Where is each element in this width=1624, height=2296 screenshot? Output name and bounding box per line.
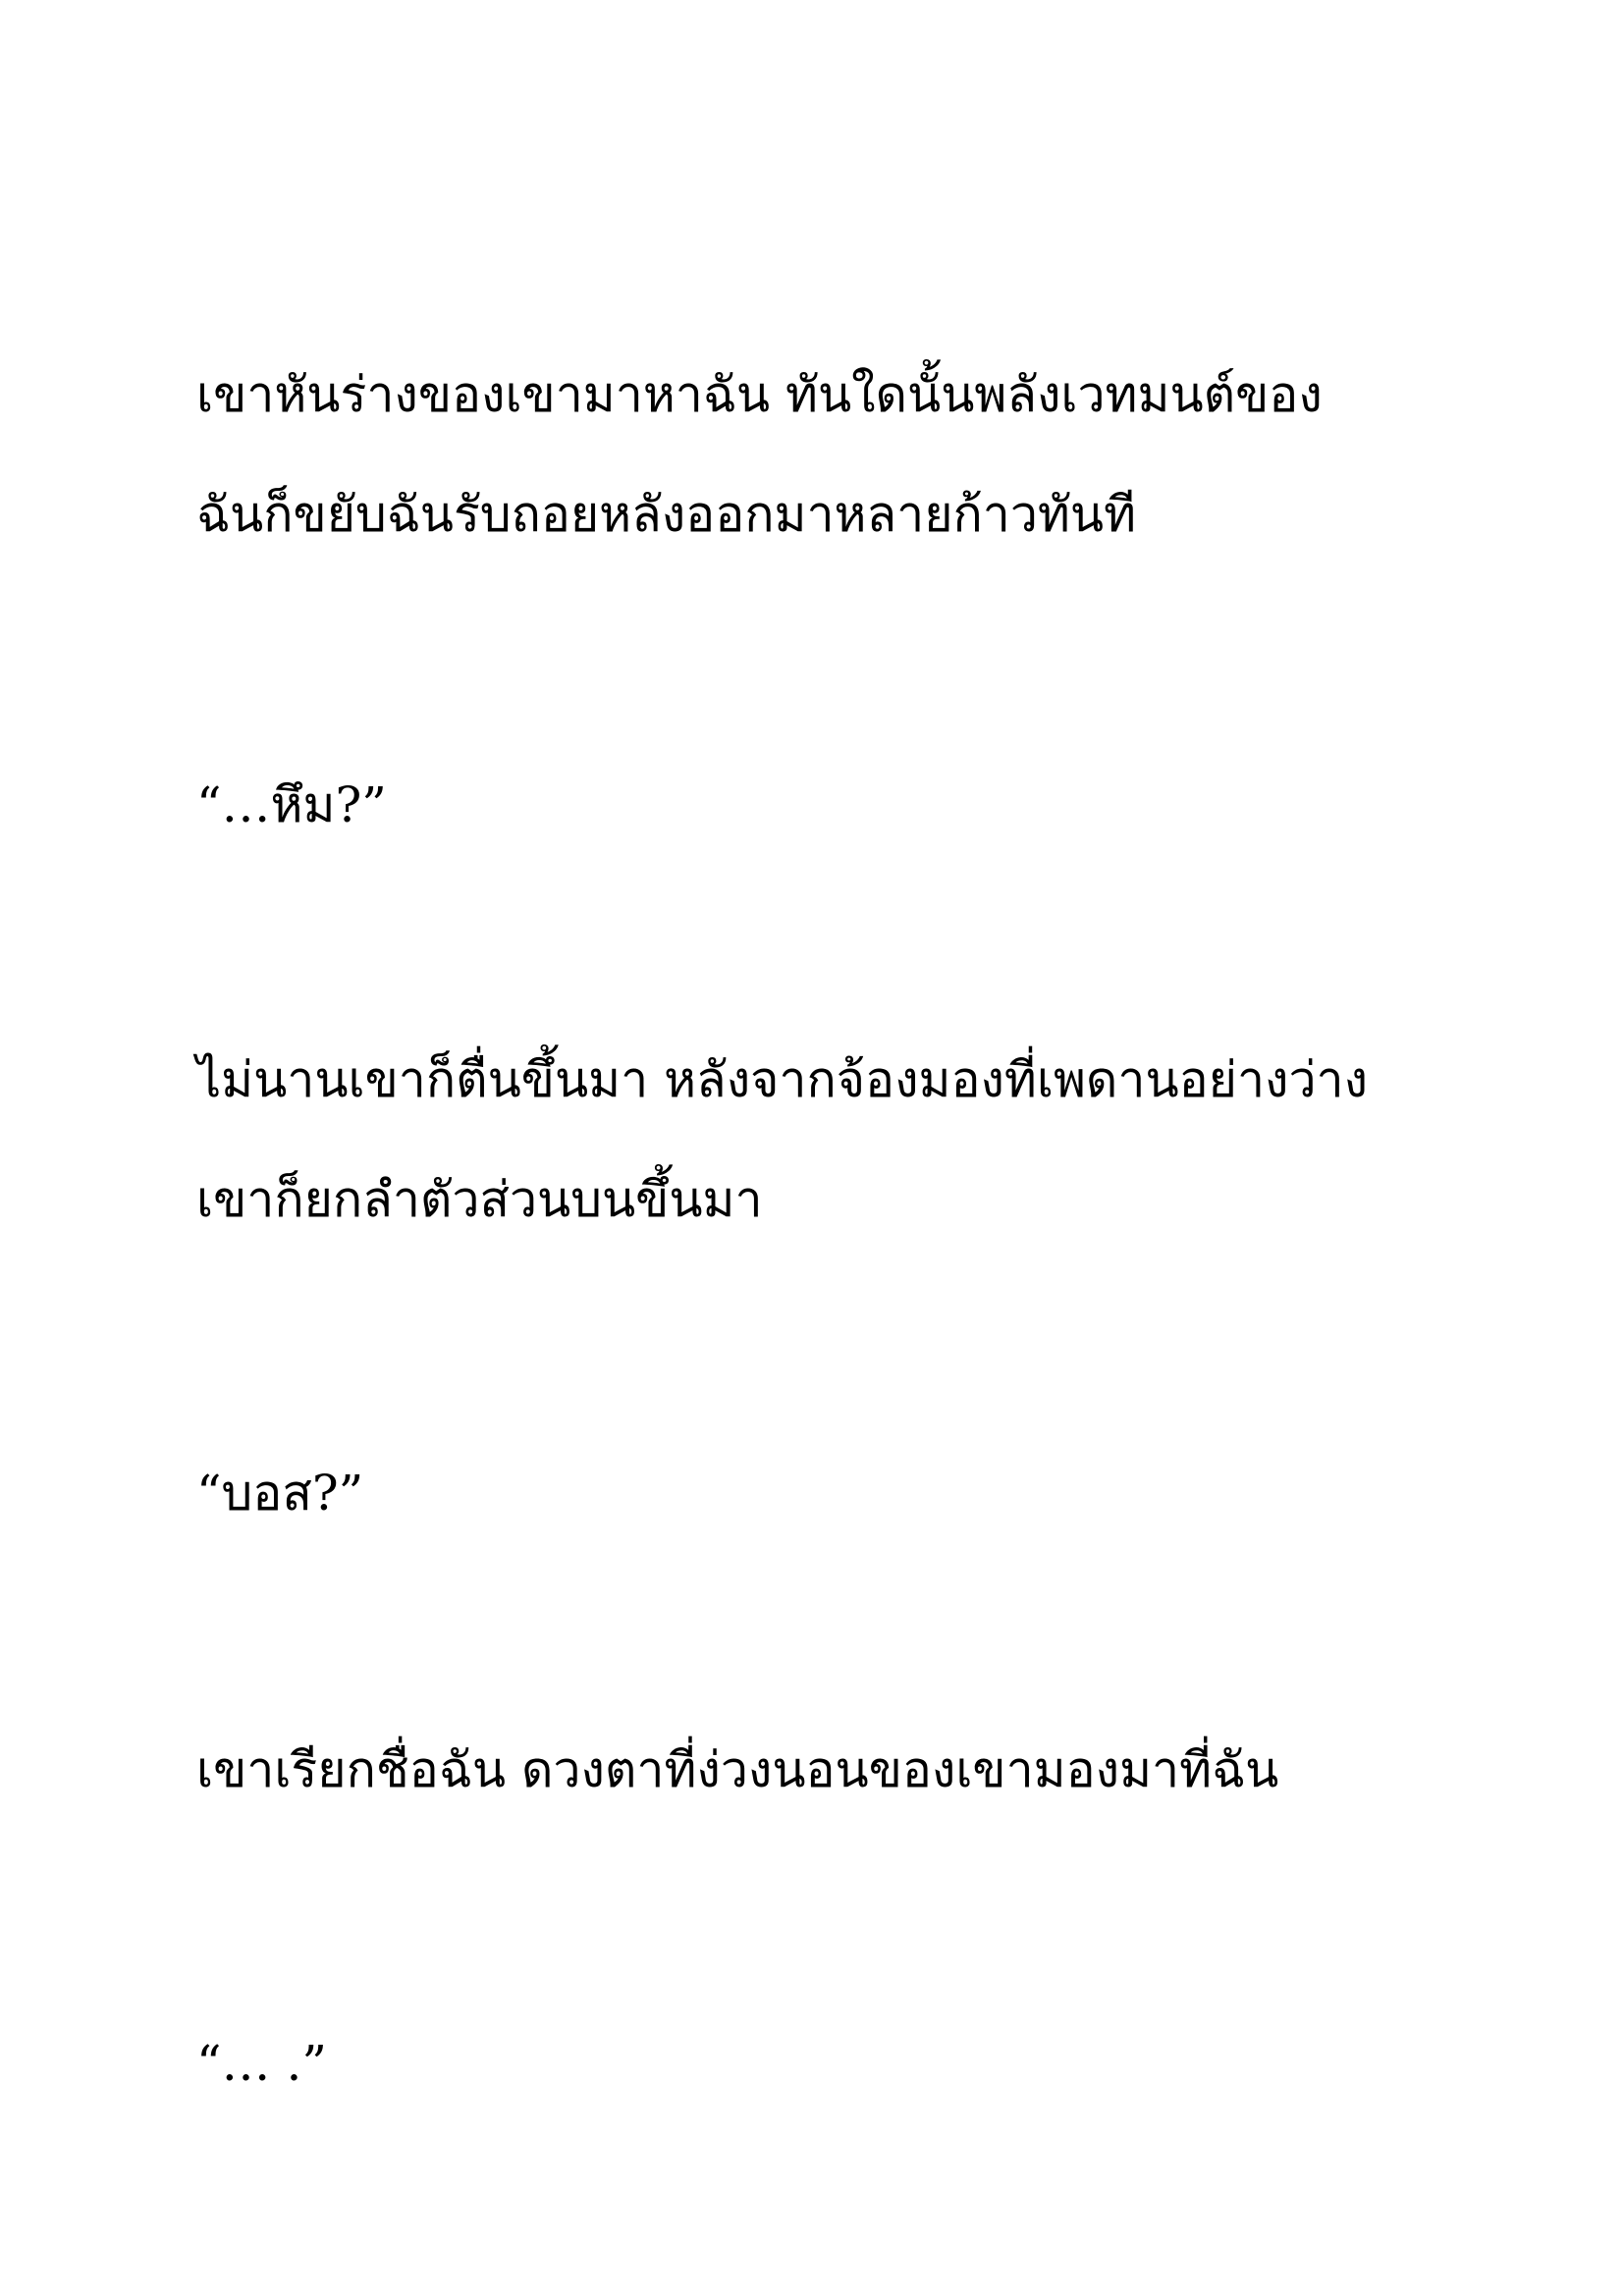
dialogue-line: “บอส?” bbox=[196, 1465, 364, 1522]
narration-line: เขาก็ยกลำตัวส่วนบนขึ้นมา bbox=[196, 1171, 763, 1228]
narration-line: ไม่นานเขาก็ตื่นขึ้นมา หลังจากจ้องมองที่เพดานอย่างว่าง bbox=[196, 1051, 1369, 1108]
dialogue-line: “… .” bbox=[196, 2035, 327, 2092]
narration-line: ฉันก็ขยับฉันรับถอยหลังออกมาหลายก้าวทันที bbox=[196, 486, 1137, 543]
dialogue-line: “…หึม?” bbox=[196, 776, 387, 833]
narration-line: เขาหันร่างของเขามาหาฉัน ทันใดนั้นพลังเวทมนต์ของ bbox=[196, 366, 1323, 423]
narration-line: เขาเรียกชื่อฉัน ดวงตาที่ง่วงนอนของเขามองมาที่ฉัน bbox=[196, 1741, 1279, 1798]
